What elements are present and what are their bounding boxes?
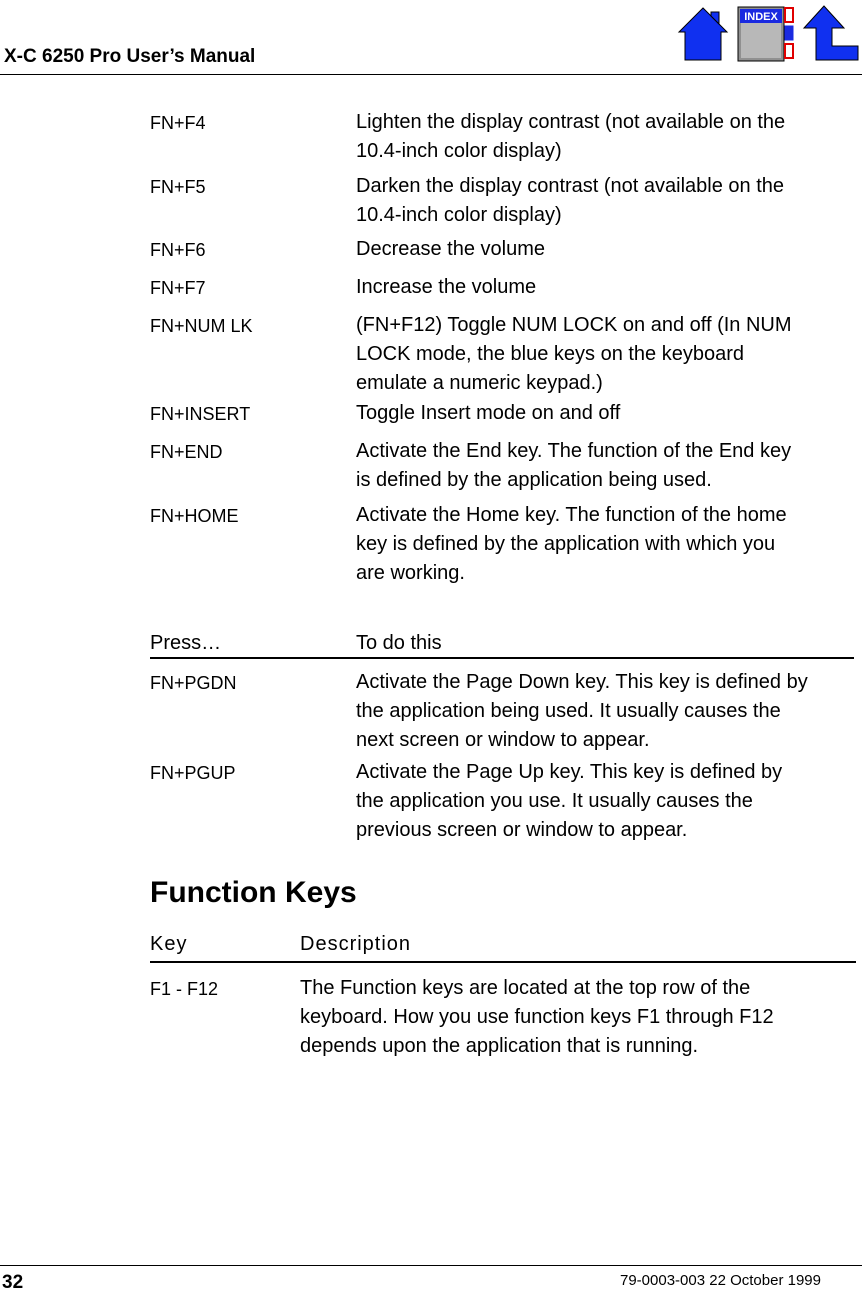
table-row-desc: Activate the Home key. The function of the home key is defined by the application with which you are working. bbox=[356, 504, 787, 584]
section-heading: Function Keys bbox=[150, 876, 357, 909]
header-divider bbox=[0, 74, 862, 75]
page-number: 32 bbox=[2, 1272, 24, 1293]
table-row-key: FN+F4 bbox=[150, 113, 206, 133]
table-row-desc: Lighten the display contrast (not available on the 10.4-inch color display) bbox=[356, 111, 786, 162]
table-row-desc: Increase the volume bbox=[356, 276, 537, 298]
table-header-rule bbox=[150, 657, 854, 659]
table-row-desc: Activate the Page Down key. This key is defined by the application being used. It usually causes the next screen or window to appear. bbox=[356, 671, 808, 751]
table-row-key: F1 - F12 bbox=[150, 979, 219, 999]
column-header-key: Key bbox=[150, 933, 188, 955]
column-header-description: Description bbox=[300, 933, 412, 955]
up-arrow-icon[interactable] bbox=[802, 4, 860, 62]
table-row-desc: Toggle Insert mode on and off bbox=[356, 402, 621, 424]
table-row-desc: Activate the End key. The function of the End key is defined by the application being used. bbox=[356, 440, 792, 491]
table-row-key: FN+F6 bbox=[150, 240, 206, 260]
column-header-todo: To do this bbox=[356, 632, 442, 654]
table-row-key: FN+HOME bbox=[150, 506, 239, 526]
manual-title: X-C 6250 Pro User’s Manual bbox=[4, 46, 256, 67]
index-label: INDEX bbox=[744, 11, 778, 23]
table-header-rule bbox=[150, 961, 856, 963]
table-row-desc: The Function keys are located at the top row of the keyboard. How you use function keys F1 through F12 depends upon the application that is running. bbox=[300, 977, 774, 1057]
table-row-key: FN+PGUP bbox=[150, 763, 236, 783]
table-row-key: FN+F5 bbox=[150, 177, 206, 197]
table-row-key: FN+INSERT bbox=[150, 404, 251, 424]
column-header-press: Press… bbox=[150, 632, 222, 654]
table-row-desc: Activate the Page Up key. This key is defined by the application you use. It usually causes the previous screen or window to appear. bbox=[356, 761, 783, 841]
home-icon[interactable] bbox=[675, 4, 731, 62]
table-row-key: FN+F7 bbox=[150, 278, 206, 298]
table-row-key: FN+END bbox=[150, 442, 223, 462]
table-row-key: FN+NUM LK bbox=[150, 316, 253, 336]
table-row-key: FN+PGDN bbox=[150, 673, 237, 693]
footer-divider bbox=[0, 1265, 862, 1266]
table-row-desc: (FN+F12) Toggle NUM LOCK on and off (In NUM LOCK mode, the blue keys on the keyboard emulate a numeric keypad.) bbox=[356, 314, 792, 394]
document-info: 79-0003-003 22 October 1999 bbox=[620, 1272, 821, 1289]
table-row-desc: Darken the display contrast (not available on the 10.4-inch color display) bbox=[356, 175, 785, 226]
index-icon[interactable] bbox=[736, 4, 796, 62]
table-row-desc: Decrease the volume bbox=[356, 238, 545, 260]
